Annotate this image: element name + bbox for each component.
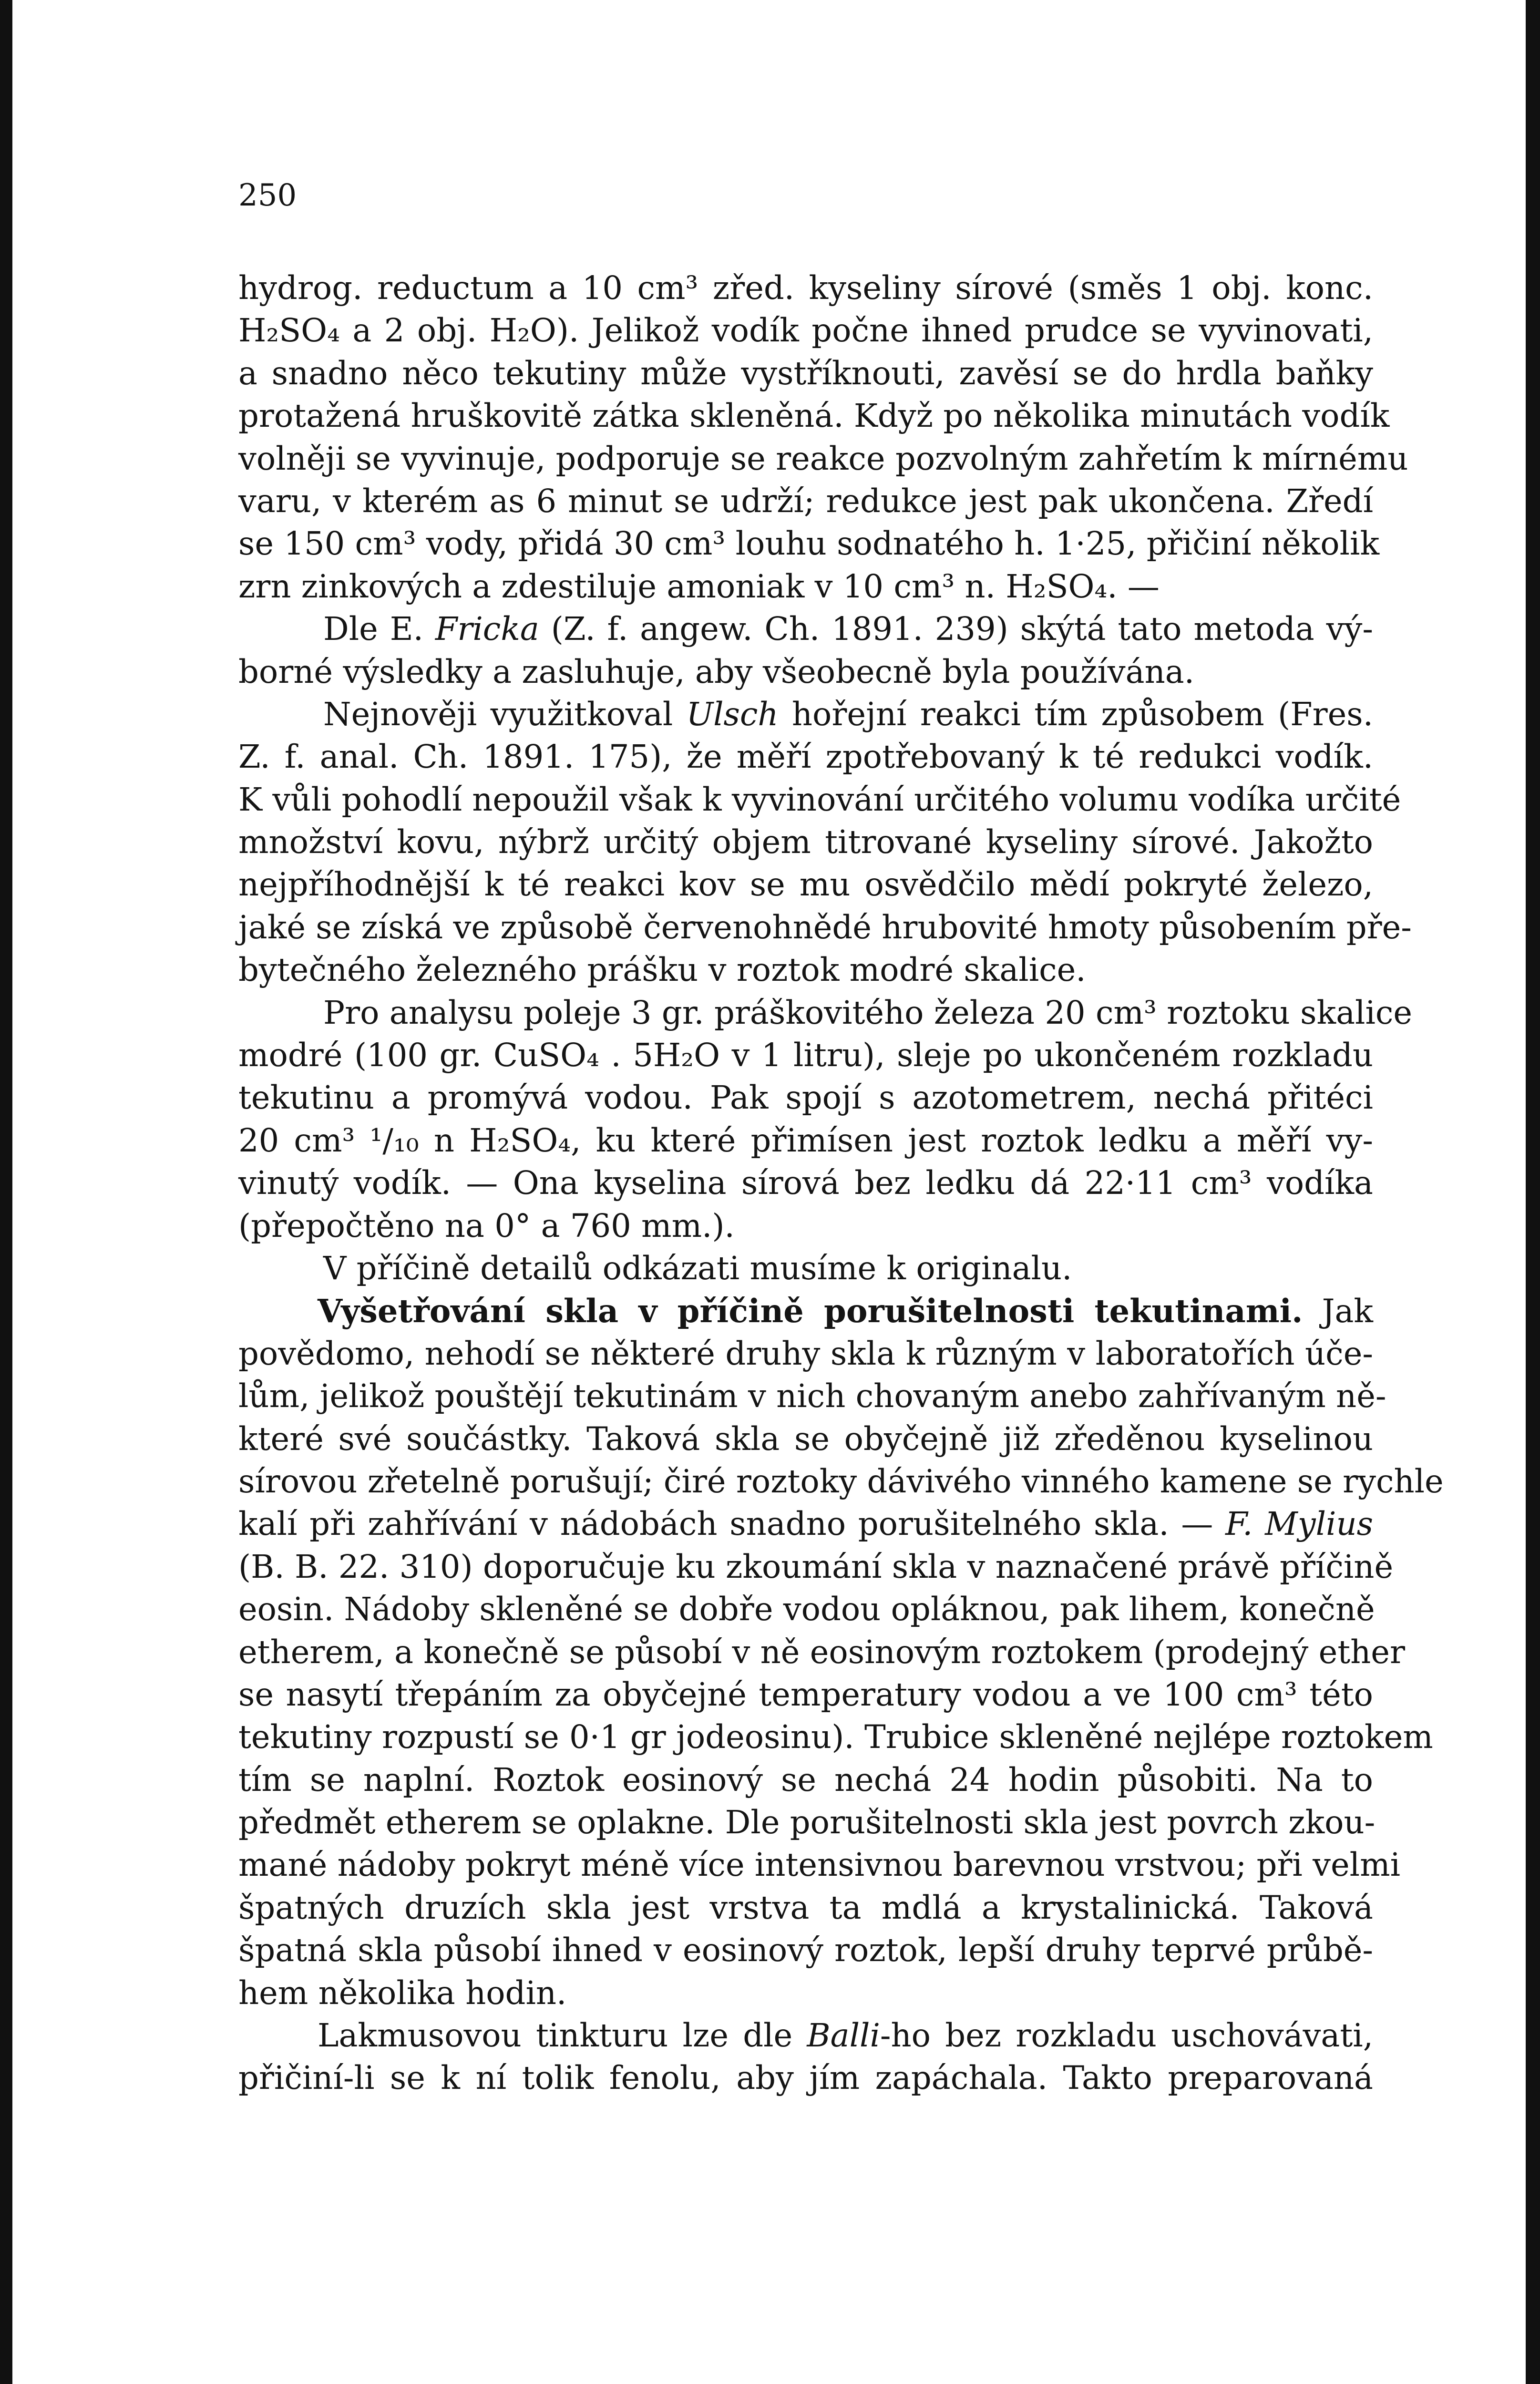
paragraph-analysis [238,992,1413,1247]
text-line: se 150 cm³ vody, přidá 30 cm³ louhu sodnatého h. 1·25, přičiní několik [238,525,1380,563]
text-line: špatná skla působí ihned v eosinový roztok, lepší druhy teprvé průbě- [238,1932,1373,1969]
text-line: V příčině detailů odkázati musíme k originalu. [323,1249,1072,1287]
text-line: nejpříhodnější k té reakci kov se mu osvědčilo mědí pokryté železo, [238,866,1373,904]
paragraph-details [238,1247,1373,1290]
text-line: povědomo, nehodí se některé druhy skla k různým v laboratořích úče- [238,1335,1373,1372]
text-line: 20 cm³ ¹/₁₀ n H₂SO₄, ku které přimísen jest roztok ledku a měří vy- [238,1121,1373,1159]
text-line: K vůli pohodlí nepoužil však k vyvinování určitého volumu vodíka určité [238,781,1401,818]
text-line: které své součástky. Taková skla se obyčejně již zředěnou kyselinou [238,1420,1373,1458]
section-heading-line: Lakmusovou tinkturu lze dle Balli-ho bez rozkladu uschovávati, [318,2017,1373,2055]
text-line: (přepočtěno na 0° a 760 mm.). [238,1207,735,1244]
text-line: protažená hruškovitě zátka skleněná. Když po několika minutách vodík [238,397,1390,435]
text-line: sírovou zřetelně porušují; čiré roztoky dávivého vinného kamene se rychle [238,1462,1444,1500]
text-line: hem několika hodin. [238,1974,567,2012]
page-number: 250 [238,178,297,213]
text-line: tím se naplní. Roztok eosinový se nechá 24 hodin působiti. Na to [238,1761,1373,1798]
paragraph-glass-testing [238,1290,1444,2014]
text-line: špatných druzích skla jest vrstva ta mdlá a krystalinická. Taková [238,1889,1373,1926]
section-heading-line: Vyšetřování skla v příčině porušitelnosti tekutinami. Jak [318,1292,1374,1330]
text-line: lům, jelikož pouštějí tekutinám v nich chovaným anebo zahřívaným ně- [238,1377,1386,1415]
paragraph-litmus [238,2014,1373,2100]
text-line: a snadno něco tekutiny může vystříknouti, zavěsí se do hrdla baňky [238,354,1373,392]
paragraph-reduction [238,267,1408,608]
text-line: (B. B. 22. 310) doporučuje ku zkoumání skla v naznačené právě příčině [238,1548,1394,1585]
paragraph-fricka [238,608,1373,693]
text-line: tekutinu a promývá vodou. Pak spojí s azotometrem, nechá přitéci [238,1079,1373,1117]
text-line: volněji se vyvinuje, podporuje se reakce pozvolným zahřetím k mírnému [238,440,1408,477]
text-line: etherem, a konečně se působí v ně eosinovým roztokem (prodejný ether [238,1633,1405,1671]
scan-edge-right [1526,0,1540,2384]
text-line: množství kovu, nýbrž určitý objem titrované kyseliny sírové. Jakožto [238,823,1373,861]
scan-edge-left [0,0,12,2384]
text-line: předmět etherem se oplakne. Dle porušitelnosti skla jest povrch zkou- [238,1804,1376,1841]
text-line: mané nádoby pokryt méně více intensivnou barevnou vrstvou; při velmi [238,1846,1401,1884]
text-line: modré (100 gr. CuSO₄ . 5H₂O v 1 litru), sleje po ukončeném rozkladu [238,1037,1373,1074]
text-line: eosin. Nádoby skleněné se dobře vodou opláknou, pak lihem, konečně [238,1591,1375,1628]
text-line: varu, v kterém as 6 minut se udrží; redukce jest pak ukončena. Zředí [238,482,1373,520]
text-line: H₂SO₄ a 2 obj. H₂O). Jelikož vodík počne ihned prudce se vyvinovati, [238,312,1373,349]
text-line: Pro analysu poleje 3 gr. práškovitého železa 20 cm³ roztoku skalice [323,994,1413,1031]
text-line: zrn zinkových a zdestiluje amoniak v 10 cm³ n. H₂SO₄. — [238,567,1160,605]
book-page [238,176,1444,2100]
text-line: vinutý vodík. — Ona kyselina sírová bez ledku dá 22·11 cm³ vodíka [238,1164,1373,1202]
text-line: Z. f. anal. Ch. 1891. 175), že měří zpotřebovaný k té redukci vodík. [238,738,1373,776]
text-line: bytečného železného prášku v roztok modré skalice. [238,951,1086,989]
paragraph-ulsch [238,693,1412,992]
text-line: přičiní-li se k ní tolik fenolu, aby jím zapáchala. Takto preparovaná [238,2059,1373,2097]
text-line: borné výsledky a zasluhuje, aby všeobecně byla používána. [238,653,1194,690]
text-line: tekutiny rozpustí se 0·1 gr jodeosinu). Trubice skleněné nejlépe roztokem [238,1718,1433,1756]
text-line: se nasytí třepáním za obyčejné temperatury vodou a ve 100 cm³ této [238,1675,1373,1713]
text-line: jaké se získá ve způsobě červenohnědé hrubovité hmoty působením pře- [238,908,1412,946]
text-line: kalí při zahřívání v nádobách snadno porušitelného skla. — F. Mylius [238,1505,1373,1543]
text-line: hydrog. reductum a 10 cm³ zřed. kyseliny sírové (směs 1 obj. konc. [238,269,1373,307]
text-line: Nejnověji využitkoval Ulsch hořejní reakci tím způsobem (Fres. [323,695,1373,733]
text-line: Dle E. Fricka (Z. f. angew. Ch. 1891. 239) skýtá tato metoda vý- [323,610,1373,648]
